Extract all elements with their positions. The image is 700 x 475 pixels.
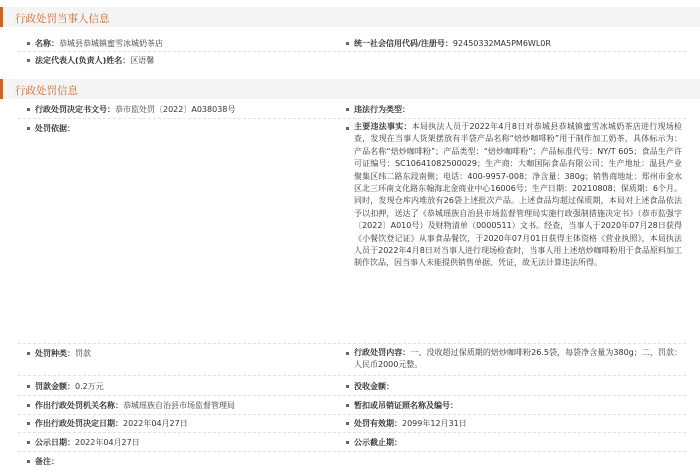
legal-rep-field: 法定代表人(负责人)姓名：区语馨 (35, 56, 155, 65)
bullet-icon (346, 352, 349, 355)
row-divider (18, 432, 686, 433)
bullet-icon (27, 108, 30, 111)
row-divider (18, 414, 686, 415)
name-field: 名称：恭城县恭城镇蜜雪冰城奶茶店 (35, 39, 163, 48)
violation-type-field: 违法行为类型： (354, 105, 410, 114)
basis-field: 处罚依据： (35, 124, 75, 133)
decision-number-field: 行政处罚决定书文号：恭市监处罚〔2022〕A038038号 (35, 105, 236, 114)
penalty-content-field: 行政处罚内容：一、没收超过保质期的焙炒咖啡粉26.5袋，每袋净含量为380g；二、罚款：人民币2000元整。 (354, 348, 682, 370)
row-divider (18, 375, 686, 376)
bullet-icon (27, 352, 30, 355)
bullet-icon (27, 127, 30, 130)
authority-field: 作出行政处罚机关名称：恭城瑶族自治县市场监督管理局 (35, 401, 235, 410)
bullet-icon (346, 422, 349, 425)
credit-code-field: 统一社会信用代码/注册号：92450332MA5PM6WL0R (354, 39, 551, 48)
remark-field: 备注： (35, 457, 59, 466)
bullet-icon (346, 404, 349, 407)
publish-end-field: 公示截止期： (354, 438, 402, 447)
row-divider (18, 118, 686, 119)
bullet-icon (27, 59, 30, 62)
bullet-icon (27, 385, 30, 388)
section-header-penalty (0, 79, 700, 99)
bullet-icon (346, 42, 349, 45)
penalty-type-field: 处罚种类：罚款 (35, 349, 91, 358)
bullet-icon (27, 422, 30, 425)
bullet-icon (346, 441, 349, 444)
fine-amount-field: 罚款金额：0.2万元 (35, 382, 104, 391)
bullet-icon (27, 404, 30, 407)
publish-date-field: 公示日期：2022年04月27日 (35, 438, 140, 447)
decision-date-field: 作出行政处罚决定日期：2022年04月27日 (35, 419, 188, 428)
row-divider (18, 343, 686, 344)
bullet-icon (346, 108, 349, 111)
row-divider (18, 395, 686, 396)
valid-until-field: 处罚有效期：2099年12月31日 (354, 419, 467, 428)
main-facts-field: 主要违法事实：本局执法人员于2022年4月8日对恭城县恭城镇蜜雪冰城奶茶店进行现场检查，发现在当事人货架摆放有半袋产品名称“焙炒咖啡粉”用于制作加工奶茶，具体标示为：产品名称“焙炒咖啡粉”；产品类型：“焙炒咖啡粉”；产品标准代号：NY/T 605；食品生产许可证编号：SC10641082500029；生产商：大咖国际食品有限公司；生产地址：温县产业聚集区纬二路东段南侧；电话：400-9957-008；净含量：380g；销售商地址：郑州市金水区北三环南文化路东翰海北金商业中心16006号；生产日期：20210808；保质期：6个月。同时，发现仓库内堆放有26袋上述批次产品。上述食品均超过保质期，本局对上述食品依法予以扣押，送达了《恭城瑶族自治县市场监督管理局实施行政强制措施决定书》（恭市监强字〔2022〕A010号）及财物清单（0000511）文书。经查，当事人于2020年07月28日获得《小餐饮登记证》从事食品餐饮，于2020年07月01日获得主体资格《营业执照》，本局执法人员于2022年4月8日对当事人进行现场检查时，当事人用上述焙炒咖啡粉用于食品原料加工制作饮品，因当事人未能提供销售单据、凭证，故无法计算违法所得。 (354, 122, 682, 268)
section-header-party (0, 7, 700, 27)
section-title-penalty: 行政处罚信息 (15, 85, 78, 97)
row-divider (18, 51, 686, 52)
section-title-party: 行政处罚当事人信息 (15, 13, 110, 25)
bullet-icon (346, 385, 349, 388)
bullet-icon (27, 42, 30, 45)
row-divider (18, 451, 686, 452)
confiscation-amount-field: 没收金额： (354, 382, 394, 391)
bullet-icon (27, 460, 30, 463)
bullet-icon (27, 441, 30, 444)
license-revoke-field: 暂扣或吊销证照名称及编号： (354, 401, 458, 410)
bullet-icon (346, 127, 349, 130)
